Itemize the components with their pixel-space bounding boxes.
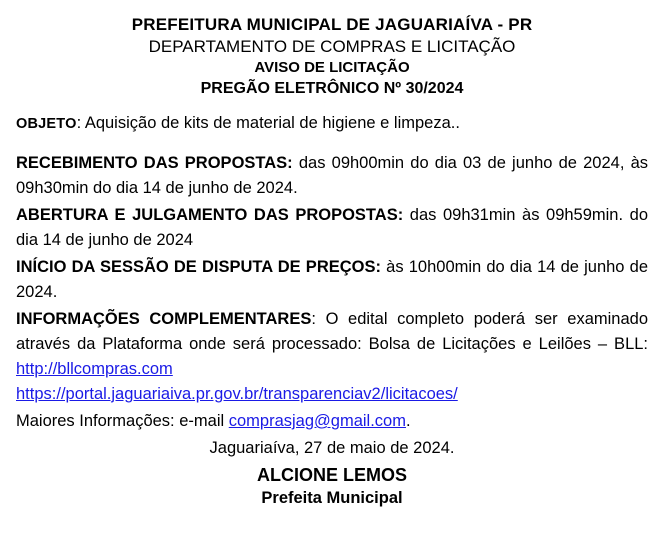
municipality-title: PREFEITURA MUNICIPAL DE JAGUARIAÍVA - PR xyxy=(131,15,533,34)
dispute-session-label: INÍCIO DA SESSÃO DE DISPUTA DE PREÇOS: xyxy=(16,258,381,276)
proposals-receipt-paragraph xyxy=(16,151,648,201)
notice-type: AVISO DE LICITAÇÃO xyxy=(254,59,410,76)
proposals-opening-label: ABERTURA E JULGAMENTO DAS PROPOSTAS: xyxy=(16,206,404,224)
proposals-receipt-label: RECEBIMENTO DAS PROPOSTAS: xyxy=(16,154,293,172)
contact-email-link[interactable]: comprasjag@gmail.com xyxy=(228,412,406,430)
proposals-opening-paragraph xyxy=(16,203,648,253)
object-paragraph xyxy=(16,111,648,137)
complementary-info-text: : O edital completo poderá ser examinado através da Plataforma onde será processado: Bolsa de Licitações e Leilões – BLL: xyxy=(16,310,649,353)
complementary-info-label: INFORMAÇÕES COMPLEMENTARES xyxy=(16,310,312,328)
contact-prefix: Maiores Informações: e-mail xyxy=(16,412,229,430)
proposals-opening-text: das 09h31min às 09h59min. do dia 14 de junho de 2024 xyxy=(16,206,649,249)
process-number: PREGÃO ELETRÔNICO Nº 30/2024 xyxy=(200,80,464,97)
document-header xyxy=(16,14,648,99)
dispute-session-paragraph xyxy=(16,255,648,305)
proposals-receipt-text: das 09h00min do dia 03 de junho de 2024, às 09h30min do dia 14 de junho de 2024. xyxy=(16,154,649,197)
document-body xyxy=(16,111,648,509)
signatory-name: ALCIONE LEMOS xyxy=(256,465,407,485)
object-separator: : xyxy=(76,114,85,132)
department-title: DEPARTAMENTO DE COMPRAS E LICITAÇÃO xyxy=(148,37,516,56)
contact-suffix: . xyxy=(405,412,411,430)
complementary-info-paragraph xyxy=(16,307,648,382)
place-and-date: Jaguariaíva, 27 de maio de 2024. xyxy=(209,439,455,457)
dispute-session-text: às 10h00min do dia 14 de junho de 2024. xyxy=(16,258,648,301)
object-label: OBJETO xyxy=(16,116,77,132)
portal-link-paragraph xyxy=(16,382,648,407)
bll-platform-link[interactable]: http://bllcompras.com xyxy=(16,360,173,378)
transparency-portal-link[interactable]: https://portal.jaguariaiva.pr.gov.br/transparenciav2/licitacoes/ xyxy=(16,385,458,403)
object-text: Aquisição de kits de material de higiene e limpeza.. xyxy=(84,114,460,132)
contact-paragraph xyxy=(16,409,648,434)
signatory-role: Prefeita Municipal xyxy=(261,489,403,507)
